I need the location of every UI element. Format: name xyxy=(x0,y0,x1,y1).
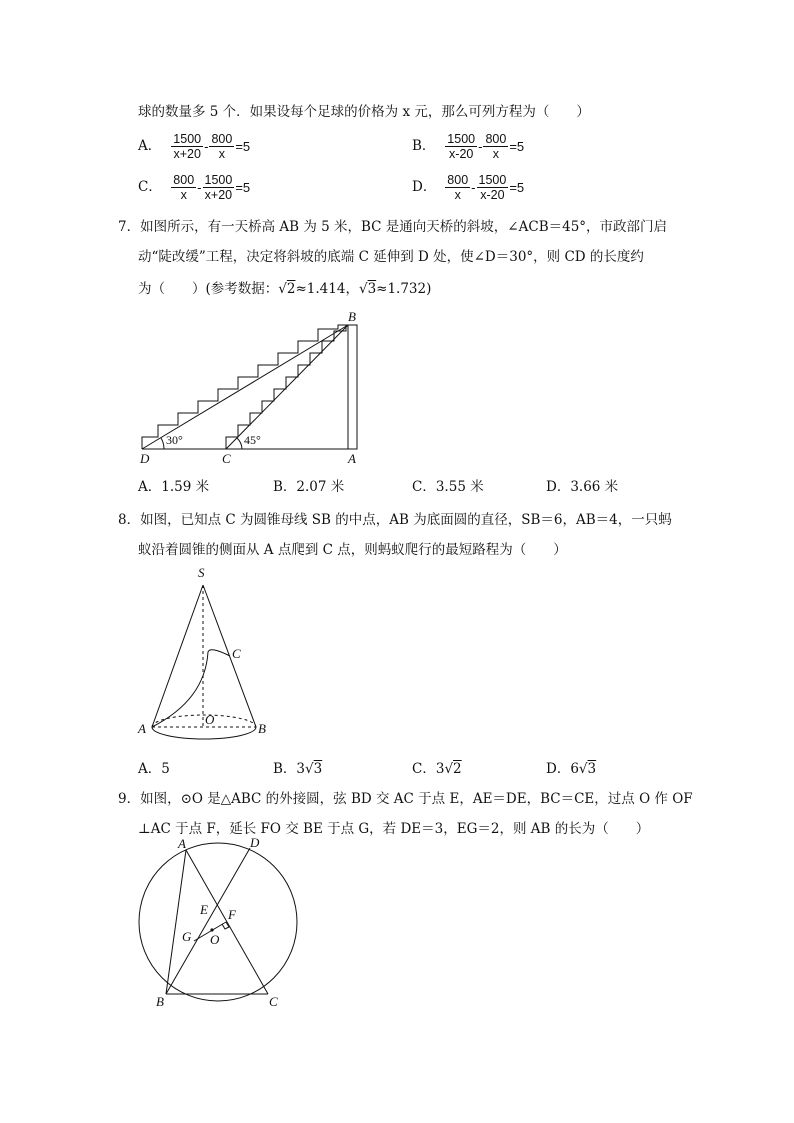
chord-ac xyxy=(186,850,268,994)
chord-bd xyxy=(166,848,250,994)
fraction: $\frac{1500}{x-20}$ xyxy=(447,132,476,161)
q7-bridge-figure xyxy=(130,305,370,465)
q7-option-b[interactable]: B．2.07 米 xyxy=(273,479,345,495)
q7-option-a[interactable]: A．1.59 米 xyxy=(138,479,210,495)
q7-line-1: 7．如图所示，有一天桥高 AB 为 5 米，BC 是通向天桥的斜坡，∠ACB＝45°，市政部门启 xyxy=(118,219,668,235)
q7-line-3: 为（ ）(参考数据：√2≈1.414，√3≈1.732) xyxy=(138,281,432,297)
q8-option-c[interactable]: C．3√2 xyxy=(412,761,462,777)
label-a: A xyxy=(138,721,146,736)
angle-arc-c xyxy=(237,438,242,449)
chord-ab xyxy=(166,850,186,994)
fraction: $\frac{800}{x}$ xyxy=(173,173,195,202)
label-o: O xyxy=(210,932,220,947)
fraction: $\frac{800}{x}$ xyxy=(485,132,507,161)
q8-cone-figure xyxy=(130,560,280,745)
q8-option-a[interactable]: A．5 xyxy=(138,761,170,777)
label-d: D xyxy=(250,838,260,850)
q6-option-a[interactable]: A． $\frac{1500}{x+20}$ - $\frac{800}{x}$ =5 xyxy=(138,132,251,161)
option-label: A． xyxy=(138,138,162,154)
bridge-pillar xyxy=(348,325,357,449)
fraction: $\frac{1500}{x+20}$ xyxy=(173,132,202,161)
label-s: S xyxy=(198,565,205,580)
q9-line-2: ⊥AC 于点 F，延长 FO 交 BE 于点 G，若 DE＝3，EG＝2，则 AB 的长为（ ） xyxy=(138,821,650,837)
q7-option-d[interactable]: D．3.66 米 xyxy=(546,479,619,495)
q9-line-1: 9．如图，⊙O 是△ABC 的外接圆，弦 BD 交 AC 于点 E，AE＝DE，BC＝CE，过点 O 作 OF xyxy=(118,791,693,807)
angle-label-30: 30° xyxy=(166,433,183,447)
q8-line-2: 蚁沿着圆锥的侧面从 A 点爬到 C 点，则蚂蚁爬行的最短路程为（ ） xyxy=(138,542,567,558)
q6-option-c[interactable]: C． $\frac{800}{x}$ - $\frac{1500}{x+20}$ =5 xyxy=(138,173,251,202)
label-g: G xyxy=(182,929,192,944)
q7-line-2: 动“陡改缓”工程，决定将斜坡的底端 C 延伸到 D 处，使∠D＝30°，则 CD 的长度约 xyxy=(138,249,644,265)
q8-option-b[interactable]: B．3√3 xyxy=(273,761,323,777)
label-b: B xyxy=(156,994,164,1008)
q6-stem-tail: 球的数量多 5 个．如果设每个足球的价格为 x 元，那么可列方程为（ ） xyxy=(138,104,590,120)
q6-option-d[interactable]: D． $\frac{800}{x}$ - $\frac{1500}{x-20}$ =5 xyxy=(412,173,525,202)
fraction: $\frac{800}{x}$ xyxy=(211,132,233,161)
q7-option-c[interactable]: C．3.55 米 xyxy=(412,479,484,495)
angle-label-45: 45° xyxy=(244,433,261,447)
fraction: $\frac{800}{x}$ xyxy=(447,173,469,202)
fraction: $\frac{1500}{x+20}$ xyxy=(204,173,233,202)
label-c: C xyxy=(222,451,231,465)
angle-arc-d xyxy=(161,438,164,449)
base-back-arc xyxy=(152,715,256,727)
q8-line-1: 8．如图，已知点 C 为圆锥母线 SB 的中点，AB 为底面圆的直径，SB＝6，AB＝4，一只蚂 xyxy=(118,512,672,528)
cone-side-sa xyxy=(152,585,203,727)
label-c: C xyxy=(269,994,278,1008)
label-o: O xyxy=(205,712,215,727)
label-a: A xyxy=(348,451,356,465)
circumcircle xyxy=(139,843,297,1001)
q6-option-b[interactable]: B． $\frac{1500}{x-20}$ - $\frac{800}{x}$ =5 xyxy=(412,132,525,161)
label-c: C xyxy=(232,646,241,661)
option-label: D． xyxy=(412,179,437,195)
option-label: B． xyxy=(412,138,436,154)
label-b: B xyxy=(348,309,356,324)
option-label: C． xyxy=(138,179,162,195)
q8-option-d[interactable]: D．6√3 xyxy=(546,761,597,777)
label-a: A xyxy=(178,838,186,851)
q9-circle-figure xyxy=(130,838,310,1008)
label-e: E xyxy=(200,902,208,917)
label-f: F xyxy=(228,907,236,922)
fraction: $\frac{1500}{x-20}$ xyxy=(478,173,507,202)
label-b: B xyxy=(258,721,266,736)
label-d: D xyxy=(140,451,150,465)
base-front-arc xyxy=(152,727,256,739)
